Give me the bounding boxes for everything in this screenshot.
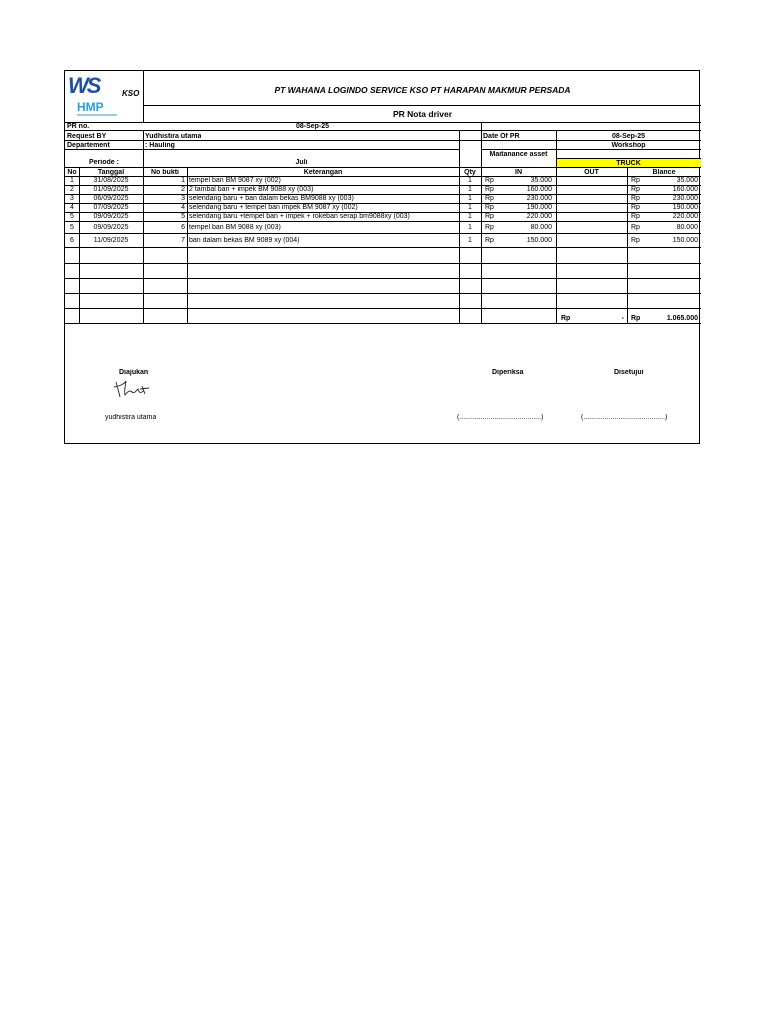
department-label: Departement (67, 142, 110, 149)
row-qty: 1 (468, 177, 472, 184)
row-in-rp: Rp (485, 237, 494, 244)
row-no: 5 (70, 224, 74, 231)
row-tanggal: 11/09/2025 (93, 237, 129, 244)
row-qty: 1 (468, 186, 472, 193)
row-in-rp: Rp (485, 204, 494, 211)
pr-nota-document (64, 70, 700, 444)
company-title: PT WAHANA LOGINDO SERVICE KSO PT HARAPAN MAKMUR PERSADA (274, 85, 571, 95)
col-balance: Blance (652, 169, 676, 176)
row-balance: 80.000 (676, 224, 698, 231)
col-tanggal: Tanggal (97, 169, 125, 176)
row-no-bukti: 4 (181, 204, 185, 211)
disetujui-label: Disetujui (614, 369, 644, 376)
hmp-logo-mark: HMP (77, 100, 104, 114)
form-title: PR Nota driver (392, 110, 453, 119)
col-in: IN (515, 169, 522, 176)
handwritten-signature (111, 377, 161, 401)
date-of-pr-label: Date Of PR (483, 133, 520, 140)
row-tanggal: 06/09/2025 (93, 195, 129, 202)
row-no: 1 (70, 177, 74, 184)
row-in: 35.000 (530, 177, 552, 184)
row-keterangan: tempel ban BM 9087 xy (002) (189, 177, 281, 184)
total-balance-rp: Rp (631, 315, 641, 322)
row-tanggal: 09/09/2025 (93, 213, 129, 220)
diajukan-label: Diajukan (119, 369, 149, 376)
col-no-bukti: No bukti (151, 169, 179, 176)
truck-label: TRUCK (616, 160, 641, 167)
row-balance-rp: Rp (631, 224, 640, 231)
row-no-bukti: 6 (181, 224, 185, 231)
hmp-logo-underline (77, 114, 117, 116)
date-of-pr-value: 08-Sep-25 (611, 133, 646, 140)
signer-name: yudhistira utama (105, 414, 157, 421)
col-no: No (67, 169, 77, 176)
total-out-rp: Rp (561, 315, 571, 322)
row-tanggal: 07/09/2025 (93, 204, 129, 211)
row-in: 160.000 (526, 186, 552, 193)
row-keterangan: tempel ban BM 9088 xy (003) (189, 224, 281, 231)
row-balance: 150.000 (672, 237, 698, 244)
row-qty: 1 (468, 213, 472, 220)
ws-logo-mark: WS (68, 73, 100, 98)
row-balance: 190.000 (672, 204, 698, 211)
row-balance-rp: Rp (631, 213, 640, 220)
row-qty: 1 (468, 224, 472, 231)
row-keterangan: selendang baru +tempel ban + impek + rokeban serap bm9088xy (003) (189, 213, 410, 220)
row-no: 5 (70, 213, 74, 220)
row-no-bukti: 5 (181, 213, 185, 220)
disetujui-blank: (..........................................) (581, 414, 668, 421)
periode-label: Periode : (89, 159, 119, 166)
row-tanggal: 09/09/2025 (93, 224, 129, 231)
row-qty: 1 (468, 195, 472, 202)
row-balance: 220.000 (672, 213, 698, 220)
row-tanggal: 01/09/2025 (93, 186, 129, 193)
diperiksa-label: Diperiksa (492, 369, 524, 376)
row-in-rp: Rp (485, 195, 494, 202)
row-no: 4 (70, 204, 74, 211)
row-no-bukti: 2 (181, 186, 185, 193)
row-balance-rp: Rp (631, 195, 640, 202)
row-balance: 230.000 (672, 195, 698, 202)
department-value: : Hauling (145, 142, 175, 149)
kso-label: KSO (122, 89, 140, 98)
row-no-bukti: 1 (181, 177, 185, 184)
pr-no-label: PR no. (67, 123, 90, 130)
row-in: 150.000 (526, 237, 552, 244)
row-qty: 1 (468, 204, 472, 211)
row-in: 230.000 (526, 195, 552, 202)
row-no: 2 (70, 186, 74, 193)
row-tanggal: 31/08/2025 (93, 177, 129, 184)
col-qty: Qty (464, 169, 476, 176)
row-in: 190.000 (526, 204, 552, 211)
row-qty: 1 (468, 237, 472, 244)
total-out-value: - (621, 315, 624, 322)
row-keterangan: selendang baru + tempel ban impek BM 9087 xy (002) (189, 204, 358, 211)
row-no-bukti: 3 (181, 195, 185, 202)
row-keterangan: ban dalam bekas BM 9089 xy (004) (189, 237, 300, 244)
row-balance-rp: Rp (631, 177, 640, 184)
col-keterangan: Keterangan (303, 169, 343, 176)
row-balance-rp: Rp (631, 204, 640, 211)
row-no: 3 (70, 195, 74, 202)
row-in-rp: Rp (485, 177, 494, 184)
row-in: 220.000 (526, 213, 552, 220)
request-by-value: Yudhistira utama (145, 133, 202, 140)
row-keterangan: selendang baru + ban dalam bekas BM9088 xy (003) (189, 195, 354, 202)
row-balance-rp: Rp (631, 237, 640, 244)
workshop-label: Workshop (611, 142, 646, 149)
row-balance-rp: Rp (631, 186, 640, 193)
row-in-rp: Rp (485, 213, 494, 220)
row-no-bukti: 7 (181, 237, 185, 244)
total-balance-value: 1.065.000 (666, 315, 698, 322)
request-by-label: Request BY (67, 133, 107, 140)
row-balance: 160.000 (672, 186, 698, 193)
pr-no-value: 08-Sep-25 (295, 123, 330, 130)
periode-value: Juli (295, 159, 308, 166)
row-balance: 35.000 (676, 177, 698, 184)
maintenance-asset-label: Maitanance asset (489, 151, 548, 158)
diperiksa-blank: (..........................................) (457, 414, 544, 421)
row-in-rp: Rp (485, 186, 494, 193)
row-in-rp: Rp (485, 224, 494, 231)
row-in: 80.000 (530, 224, 552, 231)
col-out: OUT (584, 169, 599, 176)
row-keterangan: 2 tambal ban + impek BM 9088 xy (003) (189, 186, 314, 193)
row-no: 6 (70, 237, 74, 244)
